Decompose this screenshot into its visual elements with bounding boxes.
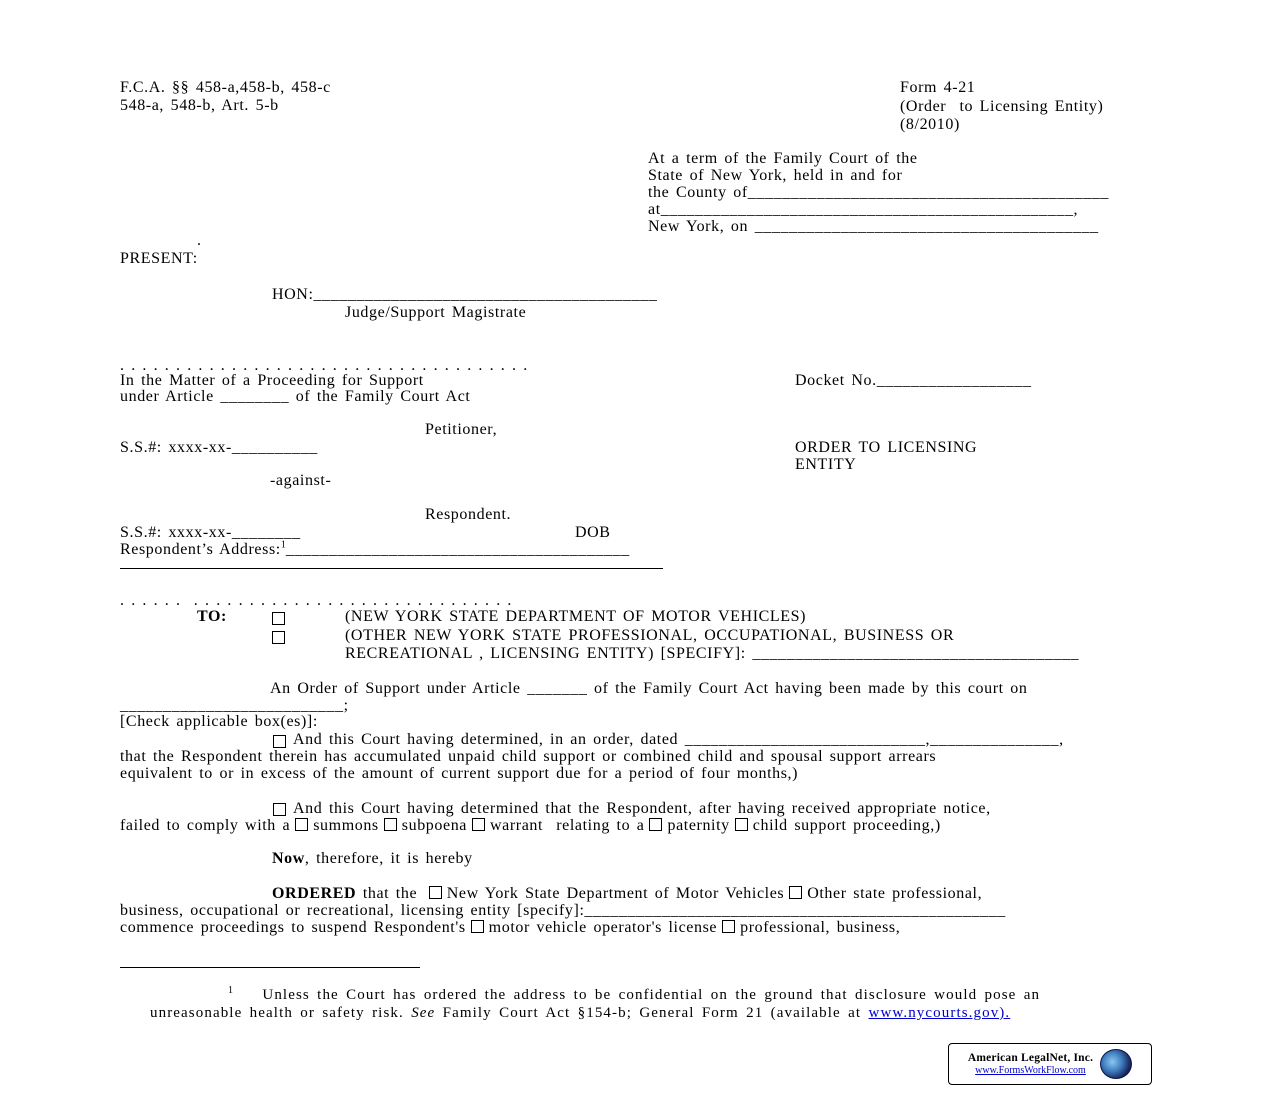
now-bold: Now bbox=[272, 850, 305, 867]
nycourts-link[interactable]: www.nycourts.gov). bbox=[868, 1005, 1011, 1021]
ordered-that-the: that the bbox=[356, 885, 424, 902]
docket-number-blank: Docket No.__________________ bbox=[795, 372, 1032, 389]
checkbox-summons[interactable] bbox=[295, 818, 308, 831]
ordered-bold: ORDERED bbox=[272, 885, 357, 902]
ordered-other-label: Other state professional, bbox=[807, 885, 983, 902]
clause-arrears-line1: And this Court having determined, in an order, dated ____________________________,_______________, bbox=[293, 731, 1064, 748]
footnote-line2 bbox=[150, 1004, 1010, 1022]
clause-arrears-line2: that the Respondent therein has accumulated unpaid child support or combined child and spousal support arrears bbox=[120, 748, 937, 765]
now-therefore-line bbox=[272, 850, 473, 868]
checkbox-ordered-dmv[interactable] bbox=[429, 886, 442, 899]
american-legalnet-branding-box bbox=[948, 1043, 1152, 1085]
hon-name-blank: HON:________________________________________ bbox=[272, 286, 658, 303]
ordered-line1 bbox=[272, 885, 982, 903]
clause-notice-line2 bbox=[120, 817, 941, 835]
globe-logo-icon bbox=[1100, 1049, 1132, 1079]
order-of-support-line1: An Order of Support under Article _______ of the Family Court Act having been made by this court on bbox=[270, 680, 1028, 697]
checkbox-subpoena[interactable] bbox=[384, 818, 397, 831]
checkbox-ordered-other[interactable] bbox=[789, 886, 802, 899]
branding-company-name: American LegalNet, Inc. bbox=[967, 1051, 1094, 1064]
ordered-dmv-label: New York State Department of Motor Vehicles bbox=[446, 885, 785, 902]
term-block-county-blank: the County of__________________________________________ bbox=[648, 184, 1109, 201]
footnote-text2: unreasonable health or safety risk. bbox=[150, 1005, 412, 1021]
respondent-label: Respondent. bbox=[425, 506, 512, 523]
form-number: Form 4-21 bbox=[900, 79, 976, 96]
footnote-text1: Unless the Court has ordered the address to be confidential on the ground that disclosure would pose an bbox=[233, 987, 1041, 1003]
term-block-line2: State of New York, held in and for bbox=[648, 167, 903, 184]
checkbox-other-entity[interactable] bbox=[272, 631, 285, 644]
checkbox-child-support[interactable] bbox=[735, 818, 748, 831]
clause-arrears-line3: equivalent to or in excess of the amount of current support due for a period of four months,) bbox=[120, 765, 799, 782]
footnote-text3: Family Court Act §154-b; General Form 21 (available at bbox=[435, 1005, 869, 1021]
footnote-ref: 1 bbox=[228, 985, 233, 996]
ordered-motor-label: motor vehicle operator's license bbox=[488, 919, 718, 936]
order-title-line1: ORDER TO LICENSING bbox=[795, 439, 978, 456]
checkbox-suspend-motor-vehicle-license[interactable] bbox=[471, 920, 484, 933]
address-footnote-ref: 1 bbox=[280, 539, 286, 551]
checkbox-noncompliance-determination[interactable] bbox=[273, 803, 286, 816]
address-label: Respondent’s Address: bbox=[120, 541, 281, 558]
judge-support-magistrate-label: Judge/Support Magistrate bbox=[345, 304, 527, 321]
caption-dotted-rule-bottom: . . . . . . . . . . . . . . . . . . . . . . . . . . . . . . . . . . . bbox=[120, 592, 512, 609]
clause-summons-label: summons bbox=[313, 817, 379, 834]
ordered-line2-specify-blank: business, occupational or recreational, licensing entity [specify]:_________________________________________________ bbox=[120, 902, 1006, 919]
statute-citation-line1: F.C.A. §§ 458-a,458-b, 458-c bbox=[120, 79, 331, 96]
to-label: TO: bbox=[197, 608, 227, 625]
footnote-separator-rule bbox=[120, 967, 420, 968]
term-block-date-blank: New York, on ________________________________________ bbox=[648, 218, 1099, 235]
checkbox-arrears-determination[interactable] bbox=[273, 735, 286, 748]
dob-label: DOB bbox=[575, 524, 611, 541]
address-blank-line2 bbox=[120, 552, 663, 569]
petitioner-label: Petitioner, bbox=[425, 421, 498, 438]
matter-line1: In the Matter of a Proceeding for Support bbox=[120, 372, 424, 389]
to-option-other-line2-specify-blank: RECREATIONAL , LICENSING ENTITY) [SPECIFY]: ______________________________________ bbox=[345, 645, 1080, 662]
petitioner-ssn-blank: S.S.#: xxxx-xx-__________ bbox=[120, 439, 318, 456]
ordered-line3 bbox=[120, 919, 900, 937]
term-block-at-blank: at________________________________________________, bbox=[648, 201, 1079, 218]
clause-warrant-label: warrant relating to a bbox=[490, 817, 645, 834]
check-applicable-instruction: [Check applicable box(es)]: bbox=[120, 713, 318, 730]
footnote-see-italic: See bbox=[411, 1005, 436, 1021]
present-label: PRESENT: bbox=[120, 250, 198, 267]
caption-dotted-rule-top: . . . . . . . . . . . . . . . . . . . . . . . . . . . . . . . . . . . . . bbox=[120, 357, 528, 374]
matter-line2-article-blank: under Article ________ of the Family Court Act bbox=[120, 388, 471, 405]
clause-subpoena-label: subpoena bbox=[401, 817, 467, 834]
term-block-line1: At a term of the Family Court of the bbox=[648, 150, 918, 167]
clause-child-support-label: child support proceeding,) bbox=[752, 817, 941, 834]
clause-notice-line1: And this Court having determined that the Respondent, after having received appropriate notice, bbox=[293, 800, 991, 817]
checkbox-paternity[interactable] bbox=[649, 818, 662, 831]
checkbox-warrant[interactable] bbox=[472, 818, 485, 831]
now-rest: , therefore, it is hereby bbox=[304, 850, 473, 867]
address-blank: ________________________________________ bbox=[285, 541, 630, 558]
order-of-support-date-blank: __________________________; bbox=[120, 697, 349, 714]
checkbox-suspend-professional-license[interactable] bbox=[722, 920, 735, 933]
statute-citation-line2: 548-a, 548-b, Art. 5-b bbox=[120, 97, 279, 114]
clause-paternity-label: paternity bbox=[667, 817, 730, 834]
to-option-dmv: (NEW YORK STATE DEPARTMENT OF MOTOR VEHICLES) bbox=[345, 608, 807, 625]
ordered-suspend-pre: commence proceedings to suspend Respondent's bbox=[120, 919, 466, 936]
clause-notice-pre: failed to comply with a bbox=[120, 817, 291, 834]
to-option-other-line1: (OTHER NEW YORK STATE PROFESSIONAL, OCCUPATIONAL, BUSINESS OR bbox=[345, 627, 955, 644]
stray-period: . bbox=[197, 232, 202, 249]
formsworkflow-link[interactable]: www.FormsWorkFlow.com bbox=[975, 1064, 1086, 1076]
against-label: -against- bbox=[270, 472, 332, 489]
order-title-line2: ENTITY bbox=[795, 456, 857, 473]
form-title: (Order to Licensing Entity) bbox=[900, 98, 1104, 115]
checkbox-dmv[interactable] bbox=[272, 612, 285, 625]
respondent-ssn-blank: S.S.#: xxxx-xx-________ bbox=[120, 524, 301, 541]
form-revision-date: (8/2010) bbox=[900, 116, 960, 133]
ordered-professional-label: professional, business, bbox=[740, 919, 901, 936]
footnote-line1 bbox=[228, 986, 1040, 1004]
